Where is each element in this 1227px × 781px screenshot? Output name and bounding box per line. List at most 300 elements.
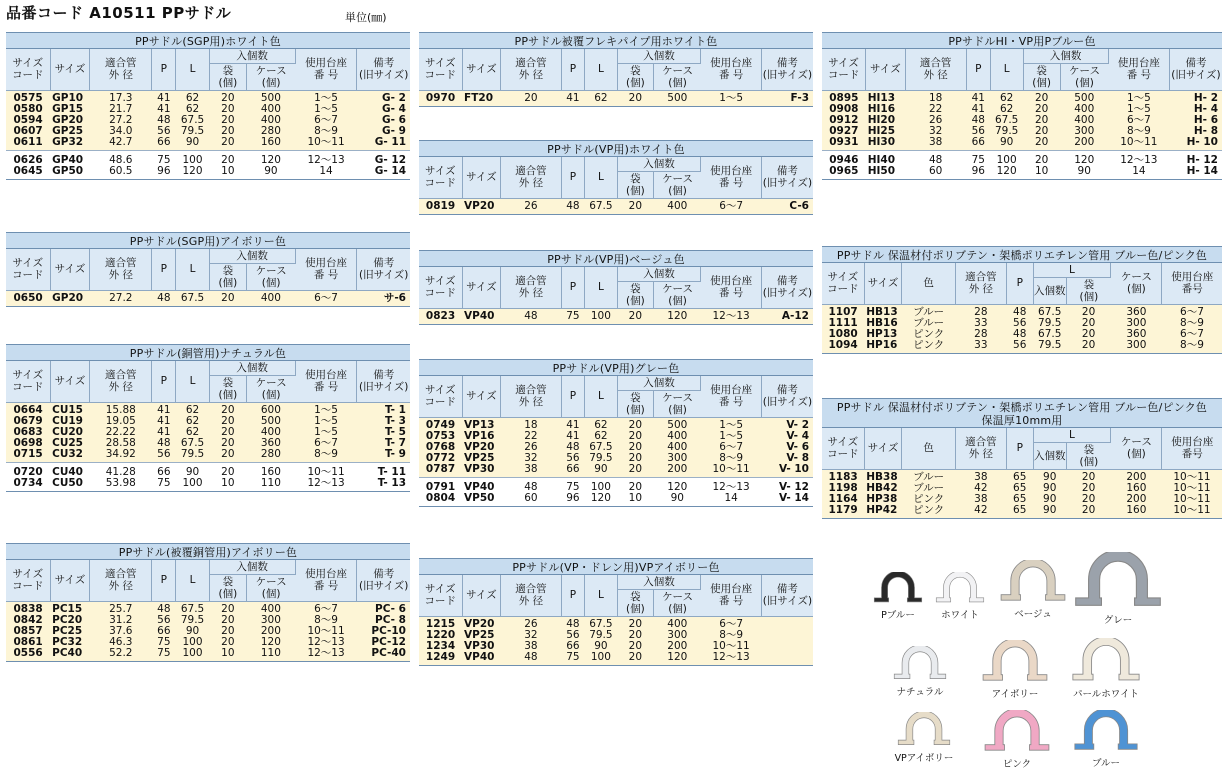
column-header: 備考 (旧サイズ) [357, 560, 410, 601]
column-header: 備考 (旧サイズ) [1169, 49, 1222, 90]
table-cell: 32 [501, 453, 561, 464]
table-cell: H- 8 [1169, 126, 1222, 137]
table-cell: 67.5 [585, 198, 617, 214]
table-cell: 0838 [6, 601, 50, 615]
column-header: 備考 (旧サイズ) [357, 49, 410, 90]
table-cell: HI50 [867, 165, 896, 177]
table-cell: 26 [501, 442, 561, 453]
table-row [419, 493, 813, 506]
column-header: ケース (個) [1060, 63, 1108, 90]
table-cell: 120 [1074, 154, 1095, 166]
table-cell: 20 [209, 115, 247, 126]
column-header: L [585, 376, 617, 417]
table-cell: 600 [247, 402, 296, 416]
table-cell: PC25 [50, 626, 90, 637]
column-header: ケース (個) [654, 589, 701, 616]
table-insulated-blue-pink [822, 246, 1222, 354]
column-header: 使用台座 番 号 [701, 49, 761, 90]
data-table [6, 49, 410, 179]
table-row [6, 402, 410, 416]
unit-label: 単位(㎜) [345, 11, 387, 24]
column-header-group: 入個数 [209, 49, 295, 63]
table-cell: 53.98 [105, 477, 136, 489]
table-cell: 90 [176, 137, 209, 151]
column-header-group: 入個数 [617, 49, 701, 63]
table-cell: 280 [247, 449, 296, 463]
table-cell: VP25 [462, 630, 501, 641]
table-cell: 200 [654, 464, 701, 478]
table-cell: 90 [185, 466, 200, 478]
table-cell: PC32 [50, 637, 90, 648]
column-header: サイズ [462, 267, 501, 308]
table-cell: 10〜11 [1162, 469, 1222, 483]
table-cell: 1179 [822, 505, 864, 518]
table-cell: G- 9 [357, 126, 410, 137]
table-cell: 120 [590, 492, 611, 504]
table-row [822, 166, 1222, 179]
table-cell: 6〜7 [295, 438, 357, 449]
table-cell: 60 [524, 492, 538, 504]
table-cell: 20 [221, 466, 235, 478]
table-cell: GP15 [50, 104, 90, 115]
saddle-image [982, 710, 1052, 753]
table-cell: 62 [585, 431, 617, 442]
table-cell: 48 [1006, 329, 1033, 340]
column-header: 備考 (旧サイズ) [761, 376, 813, 417]
saddle-image [872, 572, 924, 604]
table-cell: 62 [990, 104, 1023, 115]
table-cell: PC-40 [357, 648, 410, 661]
table-cell: 120 [654, 652, 701, 665]
table-row [6, 601, 410, 615]
table-cell: 20 [617, 431, 654, 442]
table-cell: PC- 8 [357, 615, 410, 626]
table-cell: 38 [501, 641, 561, 652]
table-cell: F-3 [761, 90, 813, 106]
table-cell: 120 [247, 637, 296, 648]
table-cell: 100 [585, 652, 617, 665]
table-cell: 1〜5 [1108, 90, 1169, 104]
table-cell: 56 [152, 615, 176, 626]
table-row [6, 449, 410, 463]
table-cell: 48 [524, 481, 538, 493]
table-cell: 10〜11 [1162, 483, 1222, 494]
product-item [886, 712, 962, 764]
table-cell: 300 [654, 453, 701, 464]
product-label: ホワイト [941, 610, 979, 621]
column-header: サイズ コード [822, 428, 864, 469]
table-cell: 90 [585, 641, 617, 652]
table-cell: 22 [905, 104, 966, 115]
table-cell: 67.5 [585, 442, 617, 453]
table-cell: HI30 [866, 137, 905, 151]
table-cell: 90 [990, 137, 1023, 151]
table-caption: PPサドル(SGP用)アイボリー色 [6, 232, 410, 249]
table-cell: 75 [157, 477, 171, 489]
column-header: 使用台座 番 号 [295, 560, 357, 601]
table-cell: 400 [654, 431, 701, 442]
product-item [882, 646, 958, 698]
table-cell: 62 [176, 416, 209, 427]
table-row [6, 438, 410, 449]
column-header: 適合管 外 径 [955, 263, 1006, 304]
table-cell: CU25 [50, 438, 90, 449]
table-cell: 200 [1060, 137, 1108, 151]
table-cell: 37.6 [90, 626, 152, 637]
table-cell: 0970 [419, 90, 462, 106]
saddle-image [1072, 552, 1164, 609]
table-cell: 20 [1066, 483, 1110, 494]
column-header: 備考 (旧サイズ) [761, 267, 813, 308]
data-table [419, 49, 813, 106]
table-cell: 120 [260, 154, 281, 166]
table-cell: 48 [928, 154, 943, 166]
data-table [419, 575, 813, 665]
table-cell: 41 [152, 90, 176, 104]
table-cell: 8〜9 [295, 615, 357, 626]
column-header: 備考 (旧サイズ) [761, 49, 813, 90]
table-cell: HI40 [867, 154, 896, 166]
table-cell: 20 [1023, 137, 1060, 151]
table-cell: PC15 [50, 601, 90, 615]
table-cell: 18 [501, 417, 561, 431]
table-cell: 0772 [419, 453, 462, 464]
table-cell: ピンク [902, 505, 955, 518]
table-cell: 0895 [822, 90, 866, 104]
table-cell: G- 6 [357, 115, 410, 126]
table-cell: GP20 [50, 290, 90, 306]
table-row [419, 90, 813, 106]
table-row [6, 478, 410, 491]
table-cell: 300 [654, 630, 701, 641]
table-cell: ブルー [902, 304, 955, 318]
product-label: Pブルー [881, 610, 915, 621]
table-cell: 100 [176, 648, 209, 661]
table-cell: ピンク [902, 494, 955, 505]
column-header: 適合管 外 径 [90, 49, 152, 90]
data-table [822, 49, 1222, 179]
table-row [6, 427, 410, 438]
product-label: パールホワイト [1072, 689, 1140, 700]
table-flex-white [419, 32, 813, 107]
table-cell: 62 [585, 417, 617, 431]
table-cell: 12〜13 [295, 637, 357, 648]
table-cell: 100 [996, 154, 1017, 166]
column-header: 袋 (個) [617, 281, 654, 308]
table-cell: 6〜7 [701, 616, 761, 630]
table-row [822, 115, 1222, 126]
column-header: サイズ [50, 361, 90, 402]
table-cell: 20 [209, 90, 247, 104]
table-cell: 75 [561, 652, 585, 665]
table-cell: 75 [566, 481, 580, 493]
table-cell: 67.5 [176, 115, 209, 126]
table-row [419, 630, 813, 641]
table-cell: 62 [176, 90, 209, 104]
table-cell: 1198 [822, 483, 864, 494]
column-header: サイズ [864, 428, 902, 469]
table-cell: サ-6 [357, 290, 410, 306]
table-cell: 100 [176, 637, 209, 648]
table-cell: 0698 [6, 438, 50, 449]
table-cell: 67.5 [176, 438, 209, 449]
column-header: サイズ コード [419, 49, 462, 90]
table-cell: 52.2 [90, 648, 152, 661]
column-header: 使用台座 番号 [1162, 428, 1222, 469]
table-cell: 1〜5 [295, 427, 357, 438]
table-cell: ピンク [902, 329, 955, 340]
table-cell: 100 [585, 308, 617, 324]
column-header: ケース (個) [654, 281, 701, 308]
table-cell: 79.5 [1033, 340, 1066, 353]
table-cell: 79.5 [176, 615, 209, 626]
column-header: 適合管 外 径 [90, 249, 152, 290]
product-item [1062, 710, 1150, 769]
table-cell: 20 [209, 601, 247, 615]
column-header: L [176, 49, 209, 90]
table-cell: 66 [152, 137, 176, 151]
table-cell: 300 [1111, 340, 1162, 353]
table-cell: HP13 [864, 329, 902, 340]
table-cell: 90 [176, 626, 209, 637]
table-cell: 27.2 [90, 290, 152, 306]
table-row [822, 505, 1222, 518]
table-cell: 6〜7 [295, 290, 357, 306]
column-header: ケース (個) [247, 375, 296, 402]
table-cell: 17.3 [90, 90, 152, 104]
table-cell: 15.88 [90, 402, 152, 416]
saddle-image [896, 712, 952, 747]
table-row [6, 126, 410, 137]
table-cell: 0857 [6, 626, 50, 637]
table-copper-natural [6, 344, 410, 492]
table-cell: 20 [1066, 304, 1110, 318]
table-cell: 0664 [6, 402, 50, 416]
column-header: ケース (個) [247, 63, 296, 90]
table-cell: 6〜7 [295, 601, 357, 615]
table-cell [761, 616, 813, 630]
product-item [924, 572, 996, 621]
table-cell: 46.3 [90, 637, 152, 648]
table-row [419, 417, 813, 431]
table-cell: 41 [152, 104, 176, 115]
table-cell: 41 [561, 431, 585, 442]
column-header: 使用台座 番 号 [701, 267, 761, 308]
table-cell: 67.5 [1033, 329, 1066, 340]
table-cell: 32 [905, 126, 966, 137]
column-header: 備考 (旧サイズ) [761, 157, 813, 198]
table-cell: 96 [566, 492, 580, 504]
table-cell: V- 14 [779, 492, 809, 504]
table-cell: CU15 [50, 402, 90, 416]
table-cell: 20 [209, 402, 247, 416]
table-cell: 20 [209, 427, 247, 438]
table-cell: 20 [617, 90, 654, 106]
table-cell: 62 [176, 402, 209, 416]
column-header: 袋 (個) [1066, 442, 1110, 469]
table-cell: 31.2 [90, 615, 152, 626]
column-header: 適合管 外 径 [905, 49, 966, 90]
table-cell: 400 [654, 616, 701, 630]
table-cell: 0819 [419, 198, 462, 214]
table-cell: 79.5 [585, 630, 617, 641]
table-cell: T- 9 [357, 449, 410, 463]
column-header: サイズ [864, 263, 902, 304]
table-cell: 48 [152, 601, 176, 615]
column-header: 袋 (個) [617, 390, 654, 417]
data-table [6, 361, 410, 491]
table-cell: 20 [1034, 154, 1049, 166]
table-cell: 20 [1023, 115, 1060, 126]
table-cell: G- 4 [357, 104, 410, 115]
table-cell: 10〜11 [1108, 137, 1169, 151]
table-cell: 34.92 [90, 449, 152, 463]
table-cell: 400 [1060, 104, 1108, 115]
table-cell: 12〜13 [307, 477, 345, 489]
table-cell: PC-10 [357, 626, 410, 637]
table-cell: GP25 [50, 126, 90, 137]
table-hi-vp-blue [822, 32, 1222, 180]
table-cell: 42.7 [90, 137, 152, 151]
table-vp-drain-ivory [419, 558, 813, 666]
table-cell: 12〜13 [701, 308, 761, 324]
table-cell: 56 [561, 630, 585, 641]
column-header: サイズ コード [6, 560, 50, 601]
table-cell: CU40 [52, 466, 83, 478]
column-header: P [561, 49, 585, 90]
table-caption: PPサドル(VP用)グレー色 [419, 359, 813, 376]
table-cell: 56 [152, 449, 176, 463]
table-cell: 42 [955, 505, 1006, 518]
table-cell: 400 [247, 601, 296, 615]
product-item [1062, 552, 1174, 626]
table-cell: 20 [209, 637, 247, 648]
table-cell: 56 [966, 126, 990, 137]
table-cell: 12〜13 [712, 481, 750, 493]
column-header-group: 入個数 [1023, 49, 1108, 63]
table-cell: 12〜13 [307, 154, 345, 166]
table-row [822, 483, 1222, 494]
column-header: サイズ [50, 560, 90, 601]
table-cell: 20 [617, 442, 654, 453]
table-cell: 500 [654, 90, 701, 106]
table-cell: 360 [1111, 304, 1162, 318]
table-cell: HB16 [864, 318, 902, 329]
column-header: 使用台座 番 号 [1108, 49, 1169, 90]
column-header: L [176, 361, 209, 402]
column-header: 袋 (個) [209, 263, 247, 290]
table-cell: 1〜5 [1108, 104, 1169, 115]
table-cell: 0823 [419, 308, 462, 324]
table-cell: V- 6 [761, 442, 813, 453]
column-header: 袋 (個) [1023, 63, 1060, 90]
table-cell: 75 [157, 154, 171, 166]
table-cell: 20 [209, 126, 247, 137]
table-row [822, 494, 1222, 505]
table-cell: H- 6 [1169, 115, 1222, 126]
table-cell: 20 [617, 464, 654, 478]
table-cell: VP40 [464, 481, 495, 493]
table-cell: 65 [1006, 483, 1033, 494]
table-cell: T- 5 [357, 427, 410, 438]
table-cell: 1080 [822, 329, 864, 340]
table-cell: 20 [209, 104, 247, 115]
data-table [822, 263, 1222, 353]
table-cell: VP25 [462, 453, 501, 464]
table-cell: 200 [654, 641, 701, 652]
table-cell: 1183 [822, 469, 864, 483]
table-cell: C-6 [761, 198, 813, 214]
table-cell: GP50 [52, 165, 84, 177]
table-cell: 65 [1006, 505, 1033, 518]
data-table [419, 376, 813, 506]
table-row [6, 416, 410, 427]
table-cell: 0861 [6, 637, 50, 648]
table-cell: 110 [247, 648, 296, 661]
table-cell: 90 [1033, 494, 1066, 505]
table-row [6, 637, 410, 648]
table-cell: VP13 [462, 417, 501, 431]
table-cell: 19.05 [90, 416, 152, 427]
table-cell [761, 630, 813, 641]
table-cell: 67.5 [176, 290, 209, 306]
table-cell: 90 [585, 464, 617, 478]
table-cell: 48 [561, 198, 585, 214]
table-cell: VP20 [462, 442, 501, 453]
table-cell: 0580 [6, 104, 50, 115]
column-header: 使用台座 番 号 [701, 376, 761, 417]
table-cell: 38 [905, 137, 966, 151]
table-cell: 10 [221, 477, 235, 489]
table-cell: 90 [1033, 505, 1066, 518]
table-cell: 32 [501, 630, 561, 641]
column-header: 使用台座 番 号 [701, 575, 761, 616]
table-coated-copper-ivory [6, 543, 410, 662]
table-cell: 10〜11 [295, 137, 357, 151]
table-cell: 48 [501, 652, 561, 665]
table-cell: 0912 [822, 115, 866, 126]
table-cell: 20 [617, 308, 654, 324]
table-cell: 0787 [419, 464, 462, 478]
column-header-group: 入個数 [209, 560, 295, 574]
table-cell: 48 [561, 442, 585, 453]
table-cell: 400 [247, 115, 296, 126]
column-header: 袋 (個) [1066, 277, 1110, 304]
table-cell: GP10 [50, 90, 90, 104]
table-cell: 48 [561, 616, 585, 630]
table-cell: 0607 [6, 126, 50, 137]
table-cell: 400 [247, 104, 296, 115]
table-cell: 0556 [6, 648, 50, 661]
table-cell: 67.5 [1033, 304, 1066, 318]
table-row [419, 442, 813, 453]
table-cell: CU32 [50, 449, 90, 463]
product-item [1060, 638, 1152, 700]
saddle-image [934, 572, 986, 604]
product-label: ベージュ [1014, 609, 1052, 620]
table-cell: ブルー [902, 483, 955, 494]
table-row [6, 626, 410, 637]
table-cell: 500 [654, 417, 701, 431]
product-label: グレー [1103, 615, 1133, 626]
column-header: サイズ コード [419, 267, 462, 308]
table-row [822, 304, 1222, 318]
table-cell: 1〜5 [295, 90, 357, 104]
table-cell: H- 12 [1186, 154, 1218, 166]
column-header: P [152, 361, 176, 402]
table-row [6, 615, 410, 626]
table-cell: 41 [152, 416, 176, 427]
